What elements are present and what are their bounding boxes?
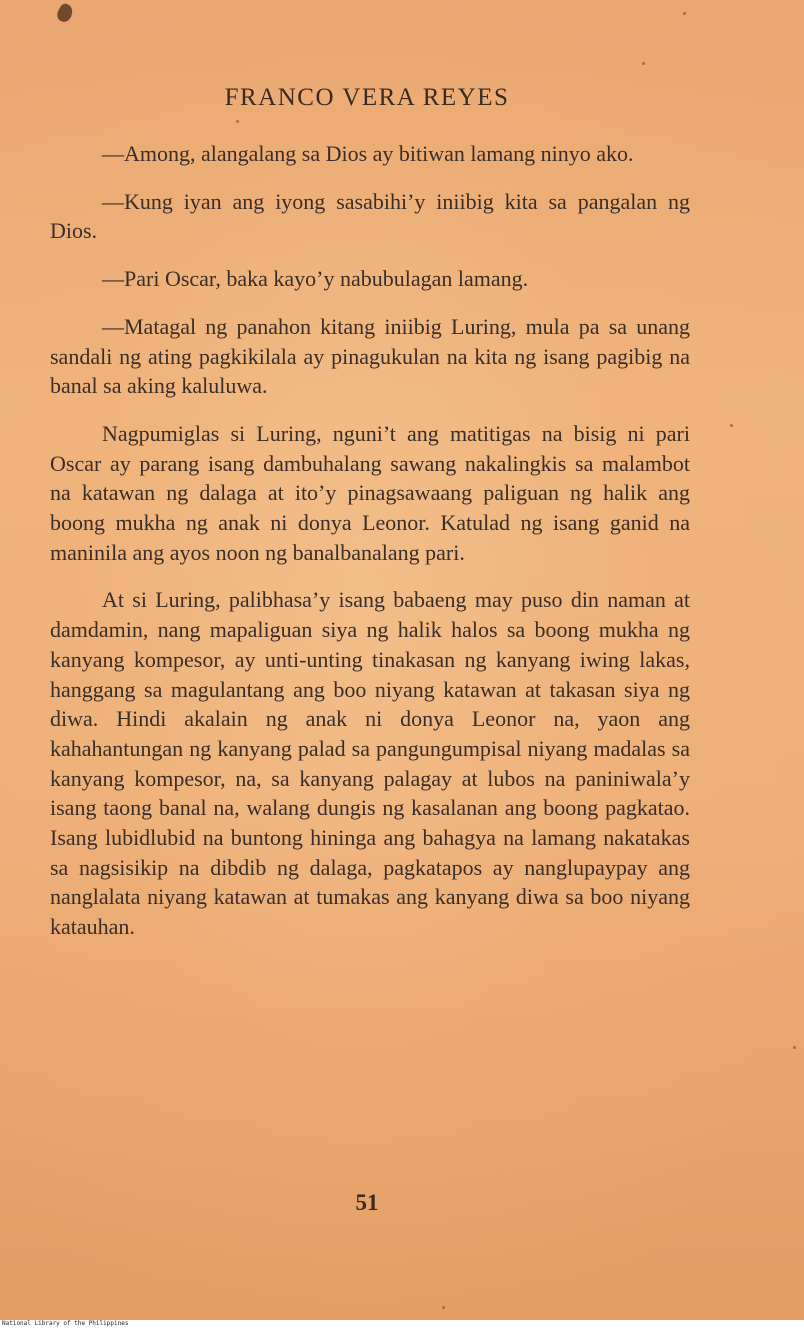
paper-speck bbox=[793, 1046, 796, 1049]
running-head: FRANCO VERA REYES bbox=[224, 84, 510, 111]
paragraph: —Matagal ng panahon kitang iniibig Luring, mula pa sa unang sandali ng ating pagkikilala ay pinagukulan na kita ng isang pagibig na banal sa aking kaluluwa. bbox=[50, 313, 690, 399]
paragraph: Nagpumiglas si Luring, nguni’t ang matitigas na bisig ni pari Oscar ay parang isang dambuhalang sawang nakalingkis sa malambot na katawan ng dalaga at ito’y pinagsawaang paliguan ng halik ang boong mukha ng anak ni donya Leonor. Katulad ng isang ganid na maninila ang ayos noon ng banalbanalang pari. bbox=[50, 420, 690, 565]
paper-speck bbox=[236, 120, 239, 123]
paper-speck bbox=[642, 62, 645, 65]
paper-speck bbox=[683, 12, 686, 15]
page-number: 51 bbox=[355, 1190, 379, 1215]
footer-bar bbox=[0, 1320, 804, 1328]
paragraph: —Kung iyan ang iyong sasabihi’y iniibig kita sa pangalan ng Dios. bbox=[50, 188, 690, 244]
library-credit: National Library of the Philippines bbox=[2, 1320, 129, 1327]
ink-blot bbox=[55, 2, 75, 24]
paragraph: —Pari Oscar, baka kayo’y nabubulagan lamang. bbox=[102, 266, 529, 292]
paper-speck bbox=[730, 424, 733, 427]
paper-speck bbox=[442, 1306, 445, 1309]
body-text bbox=[50, 139, 690, 942]
paragraph: —Among, alangalang sa Dios ay bitiwan lamang ninyo ako. bbox=[102, 141, 634, 166]
paragraph: At si Luring, palibhasa’y isang babaeng may puso din naman at damdamin, nang mapaliguan siya ng halik halos sa boong mukha ng kanyang kompesor, ay unti-unting tinakasan ng kanyang iwing lakas, hanggang sa magulantang ang boo niyang katawan at takasan siya ng diwa. Hindi akalain ng anak ni donya Leonor na, yaon ang kahahantungan ng kanyang palad sa pangungumpisal niyang madalas sa kanyang kompesor, na, sa kanyang palagay at lubos na paniniwala’y isang taong banal na, walang dungis ng kasalanan ang boong pagkatao. Isang lubidlubid na buntong hininga ang bahagya na lamang nakatakas sa nagsisikip na dibdib ng dalaga, pagkatapos ay nanglupaypay ang nanglalata niyang katawan at tumakas ang kanyang diwa sa boo niyang katauhan. bbox=[50, 587, 690, 940]
